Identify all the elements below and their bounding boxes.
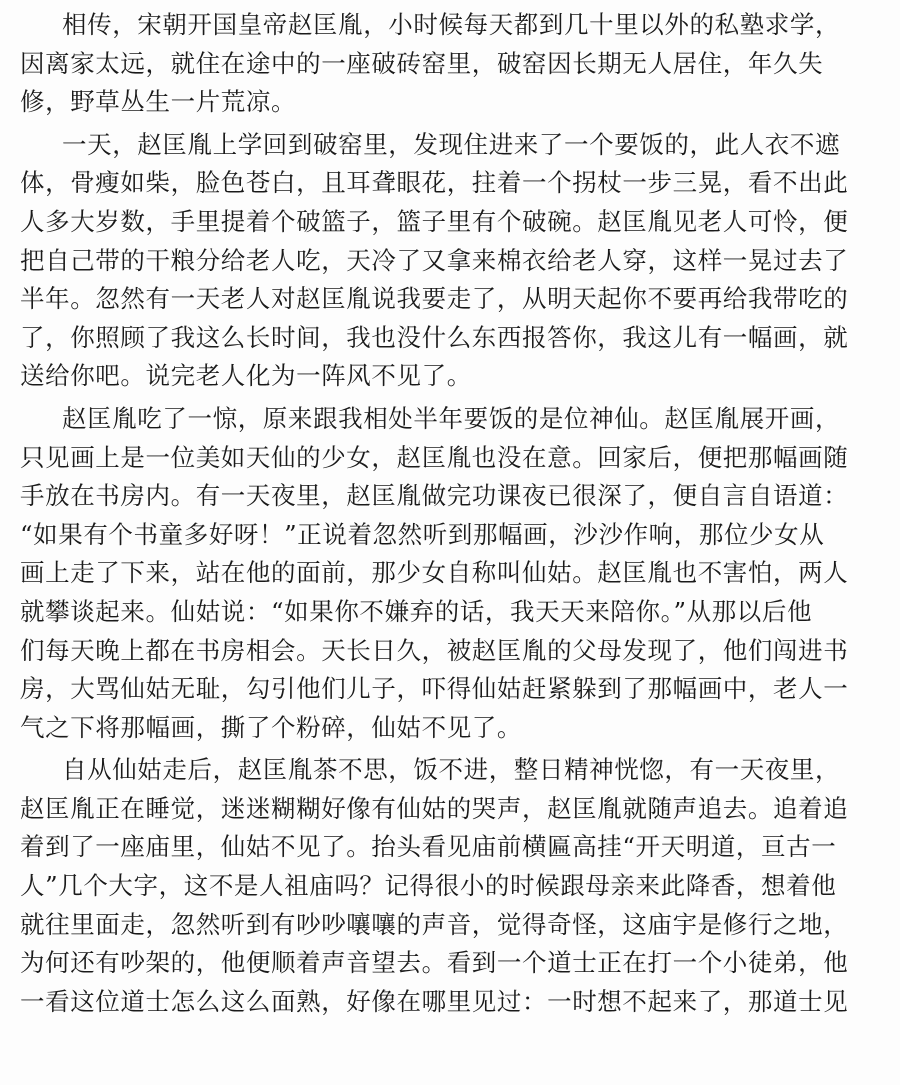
text-line: 着到了一座庙里，仙姑不见了。抬头看见庙前横匾高挂“开天明道，亘古一 xyxy=(20,832,837,862)
text-line: 一天，赵匡胤上学回到破窑里，发现住进来了一个要饭的，此人衣不遮 xyxy=(62,129,841,159)
paragraph xyxy=(20,751,880,1021)
text-line: 画上走了下来，站在他的面前，那少女自称叫仙姑。赵匡胤也不害怕，两人 xyxy=(20,558,849,588)
paragraph xyxy=(20,126,880,396)
text-line: 半年。忽然有一天老人对赵匡胤说我要走了，从明天起你不要再给我带吃的 xyxy=(20,284,849,314)
text-line: 一看这位道士怎么这么面熟，好像在哪里见过：一时想不起来了，那道士见 xyxy=(20,986,849,1016)
text-line: 把自己带的干粮分给老人吃，天冷了又拿来棉衣给老人穿，这样一晃过去了 xyxy=(20,245,849,275)
text-line: 相传，宋朝开国皇帝赵匡胤，小时候每天都到几十里以外的私塾求学， xyxy=(62,10,841,39)
text-line: 了，你照顾了我这么长时间，我也没什么东西报答你，我这儿有一幅画，就 xyxy=(20,322,849,352)
text-line: 就往里面走，忽然听到有吵吵嚷嚷的声音，觉得奇怪，这庙宇是修行之地， xyxy=(20,909,849,939)
text-line: 体，骨瘦如柴，脸色苍白，且耳聋眼花，拄着一个拐杖一步三晃，看不出此 xyxy=(20,168,849,198)
text-line: 赵匡胤吃了一惊，原来跟我相处半年要饭的是位神仙。赵匡胤展开画， xyxy=(62,403,841,433)
text-line: “如果有个书童多好呀！”正说着忽然听到那幅画，沙沙作响，那位少女从 xyxy=(20,519,825,549)
text-line: 修，野草丛生一片荒凉。 xyxy=(20,87,297,117)
text-line: 因离家太远，就住在途中的一座破砖窑里，破窑因长期无人居住，年久失 xyxy=(20,48,824,78)
text-line: 就攀谈起来。仙姑说：“如果你不嫌弃的话，我天天来陪你。”从那以后他 xyxy=(20,596,813,626)
text-line: 赵匡胤正在睡觉，迷迷糊糊好像有仙姑的哭声，赵匡胤就随声追去。追着追 xyxy=(20,793,849,823)
paragraph xyxy=(20,400,880,747)
text-line: 手放在书房内。有一天夜里，赵匡胤做完功课夜已很深了，便自言自语道： xyxy=(20,481,849,511)
text-line: 送给你吧。说完老人化为一阵风不见了。 xyxy=(20,361,472,391)
text-line: 人多大岁数，手里提着个破篮子，篮子里有个破碗。赵匡胤见老人可怜，便 xyxy=(20,206,849,236)
text-line: 为何还有吵架的，他便顺着声音望去。看到一个道士正在打一个小徒弟，他 xyxy=(20,948,849,978)
text-line: 只见画上是一位美如天仙的少女，赵匡胤也没在意。回家后，便把那幅画随 xyxy=(20,442,849,472)
story-text xyxy=(20,6,880,1021)
text-line: 房，大骂仙姑无耻，勾引他们儿子，吓得仙姑赶紧躲到了那幅画中，老人一 xyxy=(20,674,849,704)
text-line: 自从仙姑走后，赵匡胤茶不思，饭不进，整日精神恍惚，有一天夜里， xyxy=(62,755,841,785)
text-line: 们每天晚上都在书房相会。天长日久，被赵匡胤的父母发现了，他们闯进书 xyxy=(20,635,849,665)
text-line: 气之下将那幅画，撕了个粉碎，仙姑不见了。 xyxy=(20,712,522,742)
paragraph xyxy=(20,6,880,122)
text-line: 人”几个大字，这不是人祖庙吗？记得很小的时候跟母亲来此降香，想着他 xyxy=(20,871,837,901)
